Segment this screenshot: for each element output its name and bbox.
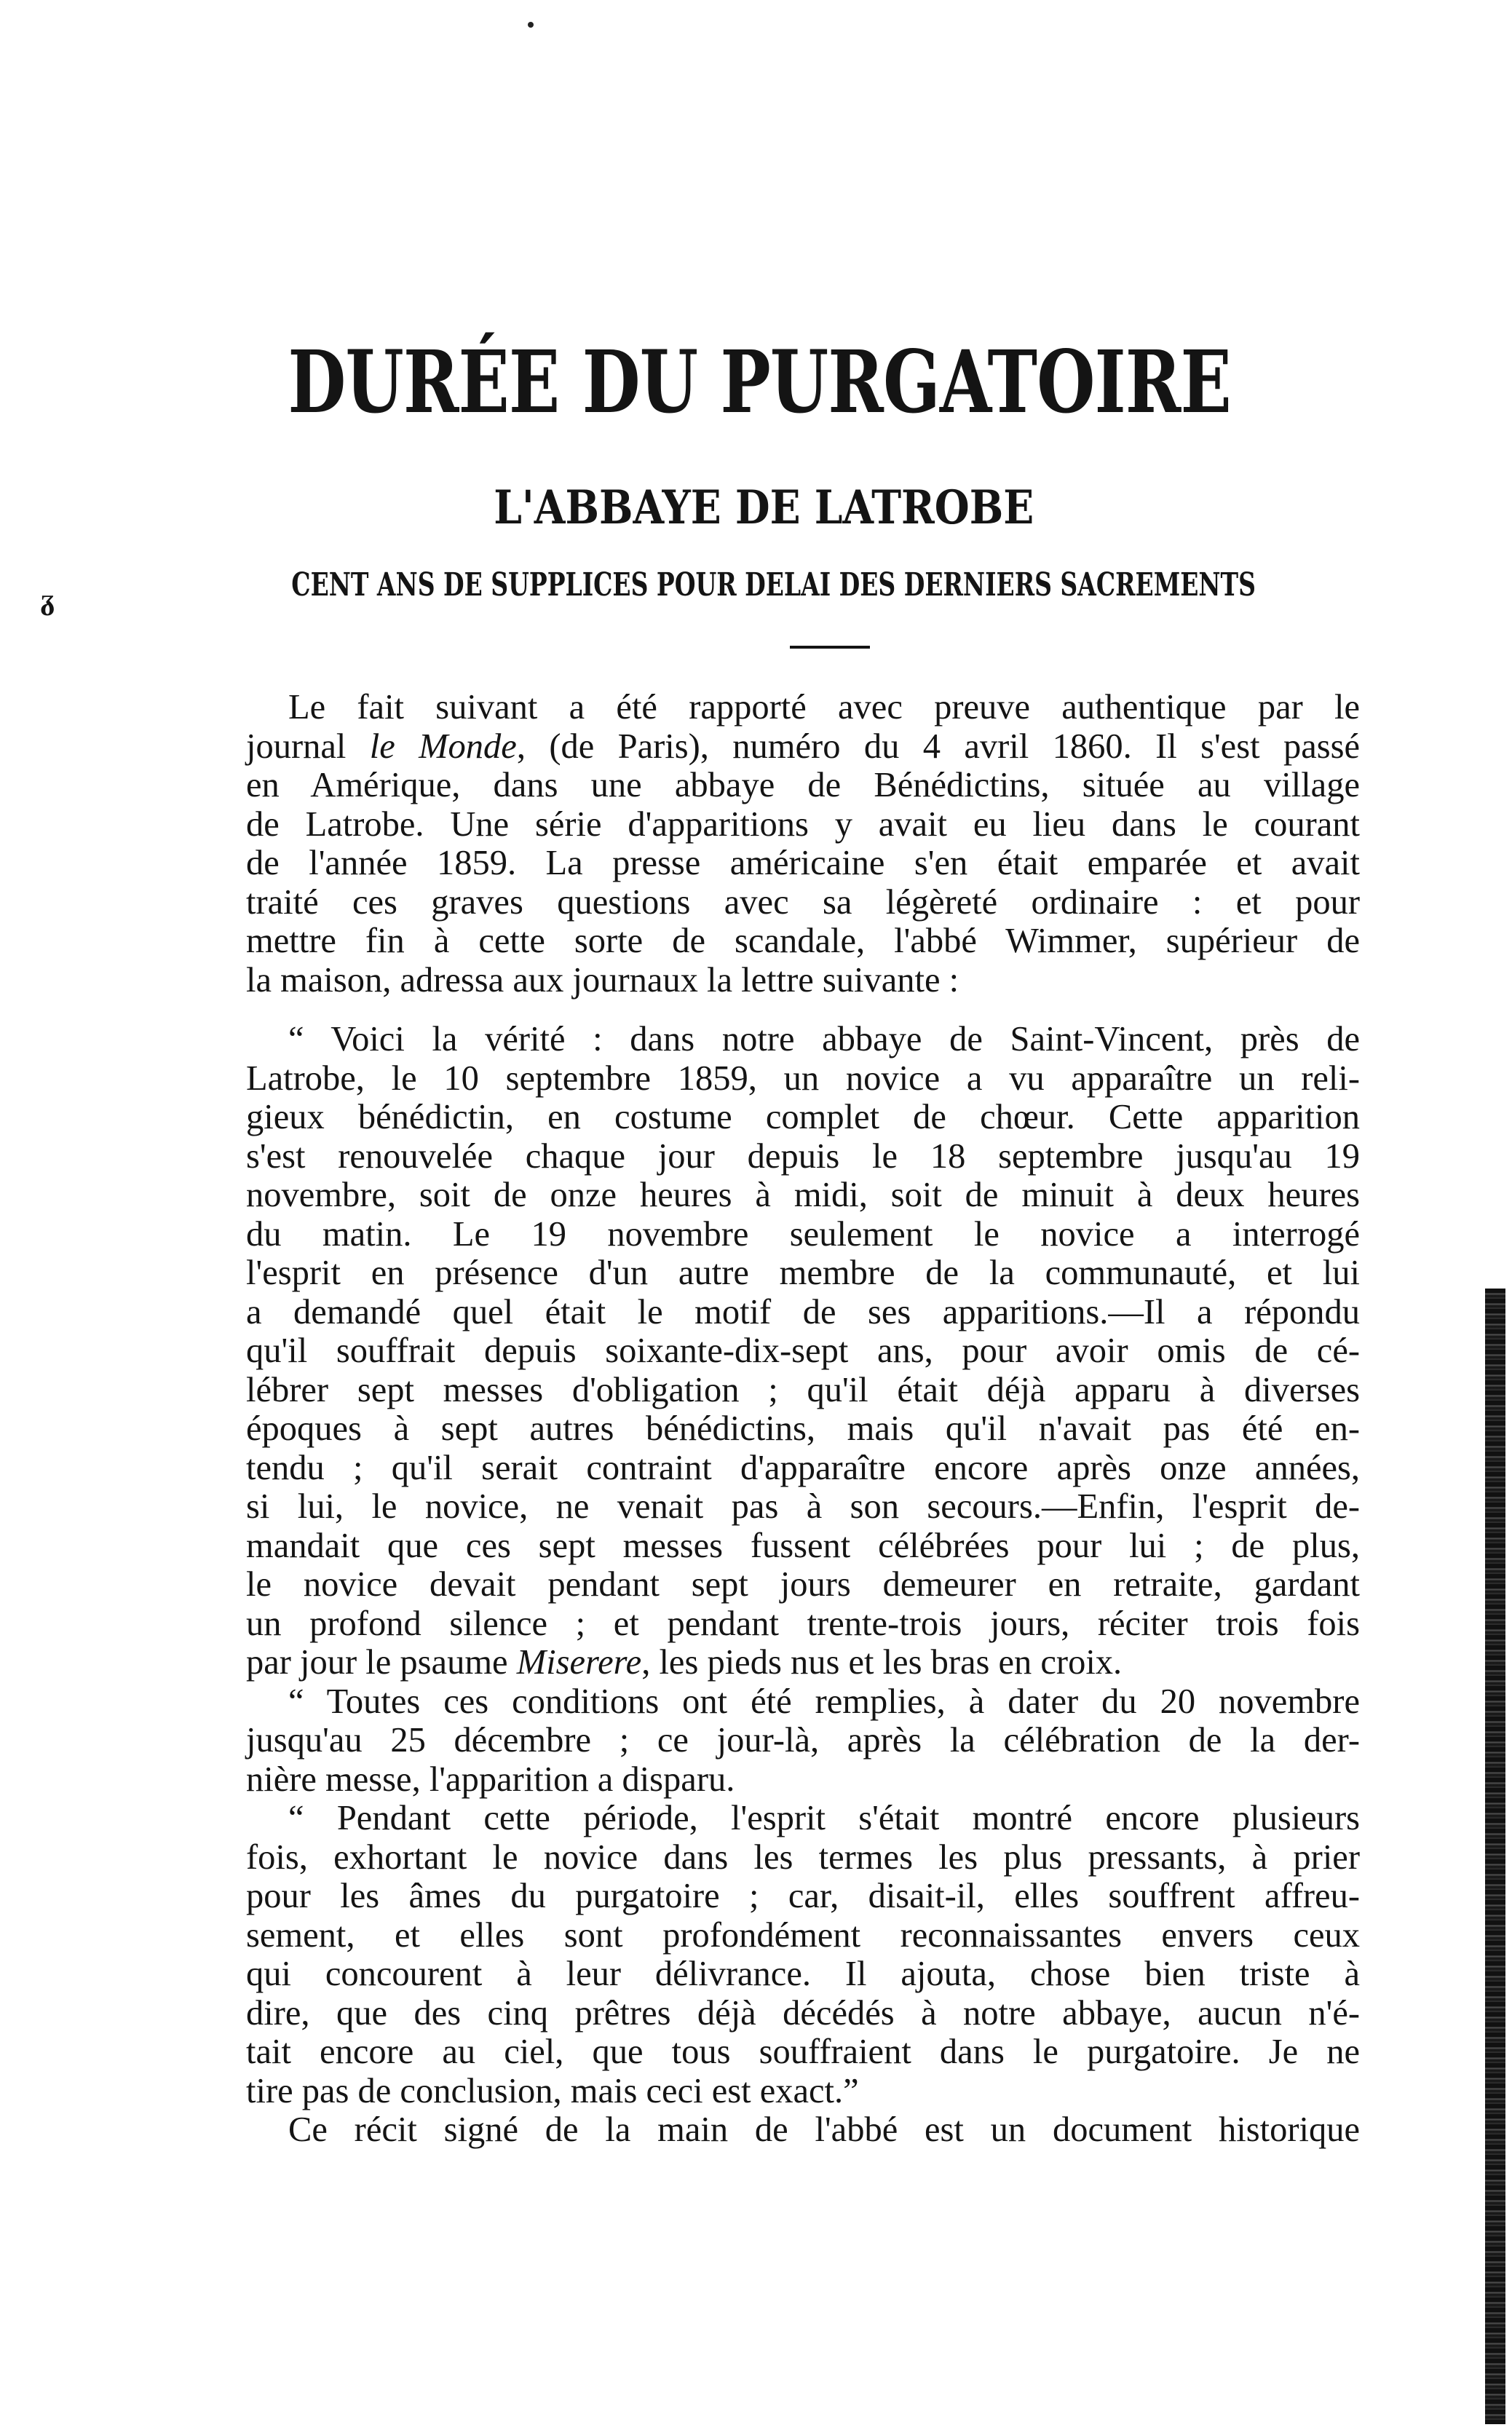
text-line: l'esprit en présence d'un autre membre de la communauté, et lui	[246, 1254, 1360, 1292]
text-line: si lui, le novice, ne venait pas à son secours.—Enfin, l'esprit de-	[246, 1487, 1360, 1526]
text-line: par jour le psaume Miserere, les pieds nus et les bras en croix.	[246, 1643, 1123, 1682]
margin-mark: ᵹ	[40, 583, 55, 616]
text-line: nière messe, l'apparition a disparu.	[246, 1760, 735, 1799]
text-line: fois, exhortant le novice dans les termes les plus pressants, à prier	[246, 1837, 1360, 1877]
text-line: s'est renouvelée chaque jour depuis le 18 septembre jusqu'au 19	[246, 1136, 1360, 1176]
text-line: dire, que des cinq prêtres déjà décédés à notre abbaye, aucun n'é-	[246, 1993, 1360, 2033]
text-line: un profond silence ; et pendant trente-trois jours, réciter trois fois	[246, 1604, 1360, 1643]
text-line: du matin. Le 19 novembre seulement le novice a interrogé	[246, 1214, 1360, 1254]
text-line: qui concourent à leur délivrance. Il ajouta, chose bien triste à	[246, 1955, 1360, 1993]
text-line: a demandé quel était le motif de ses apparitions.—Il a répondu	[246, 1292, 1360, 1331]
text-line: journal le Monde, (de Paris), numéro du 4 avril 1860. Il s'est passé	[246, 727, 1360, 766]
divider-rule	[790, 646, 870, 649]
text-line: mettre fin à cette sorte de scandale, l'abbé Wimmer, supérieur de	[246, 922, 1360, 960]
text-line: Latrobe, le 10 septembre 1859, un novice a vu apparaître un reli-	[246, 1058, 1360, 1098]
text-line: pour les âmes du purgatoire ; car, disait-il, elles souffrent affreu-	[246, 1877, 1360, 1915]
text-line: de Latrobe. Une série d'apparitions y avait eu lieu dans le courant	[246, 804, 1360, 844]
section-subtitle: L'ABBAYE DE LATROBE	[494, 480, 1034, 535]
text-line: qu'il souffrait depuis soixante-dix-sept ans, pour avoir omis de cé-	[246, 1331, 1360, 1370]
text-line: Ce récit signé de la main de l'abbé est un document historique	[288, 2110, 1360, 2149]
text-line: tait encore au ciel, que tous souffraient dans le purgatoire. Je ne	[246, 2033, 1360, 2071]
text-line: mandait que ces sept messes fussent célébrées pour lui ; de plus,	[246, 1526, 1360, 1565]
text-line: lébrer sept messes d'obligation ; qu'il était déjà apparu à diverses	[246, 1370, 1360, 1409]
ink-speck	[528, 22, 534, 28]
text-line: le novice devait pendant sept jours demeurer en retraite, gardant	[246, 1565, 1360, 1604]
text-line: sement, et elles sont profondément reconnaissantes envers ceux	[246, 1915, 1360, 1955]
paragraph-2	[246, 1020, 1360, 1682]
paragraph-5	[246, 2110, 1360, 2150]
text-line: tire pas de conclusion, mais ceci est exact.”	[246, 2071, 859, 2110]
text-line: novembre, soit de onze heures à midi, soit de minuit à deux heures	[246, 1176, 1360, 1214]
text-line: tendu ; qu'il serait contraint d'apparaître encore après onze années,	[246, 1448, 1360, 1487]
text-line: en Amérique, dans une abbaye de Bénédictins, située au village	[246, 766, 1360, 804]
paragraph-1	[246, 688, 1360, 1000]
text-line: “ Pendant cette période, l'esprit s'était montré encore plusieurs	[288, 1799, 1360, 1837]
page-title: DURÉE DU PURGATOIRE	[288, 331, 1231, 432]
text-line: traité ces graves questions avec sa légèreté ordinaire : et pour	[246, 882, 1360, 922]
text-line: la maison, adressa aux journaux la lettre suivante :	[246, 960, 959, 1000]
text-line: Le fait suivant a été rapporté avec preuve authentique par le	[288, 688, 1360, 727]
text-line: époques à sept autres bénédictins, mais qu'il n'avait pas été en-	[246, 1409, 1360, 1448]
page-edge-shadow	[1485, 1289, 1505, 2424]
body-text	[246, 688, 1360, 2150]
text-line: “ Voici la vérité : dans notre abbaye de Saint-Vincent, près de	[288, 1020, 1360, 1058]
text-line: de l'année 1859. La presse américaine s'en était emparée et avait	[246, 844, 1360, 882]
text-line: gieux bénédictin, en costume complet de chœur. Cette apparition	[246, 1098, 1360, 1136]
paragraph-4	[246, 1799, 1360, 2110]
text-line: “ Toutes ces conditions ont été remplies, à dater du 20 novembre	[288, 1682, 1360, 1721]
text-line: jusqu'au 25 décembre ; ce jour-là, après la célébration de la der-	[246, 1721, 1360, 1760]
paragraph-3	[246, 1682, 1360, 1800]
section-caption: CENT ANS DE SUPPLICES POUR DELAI DES DERNIERS SACREMENTS	[291, 566, 1256, 603]
